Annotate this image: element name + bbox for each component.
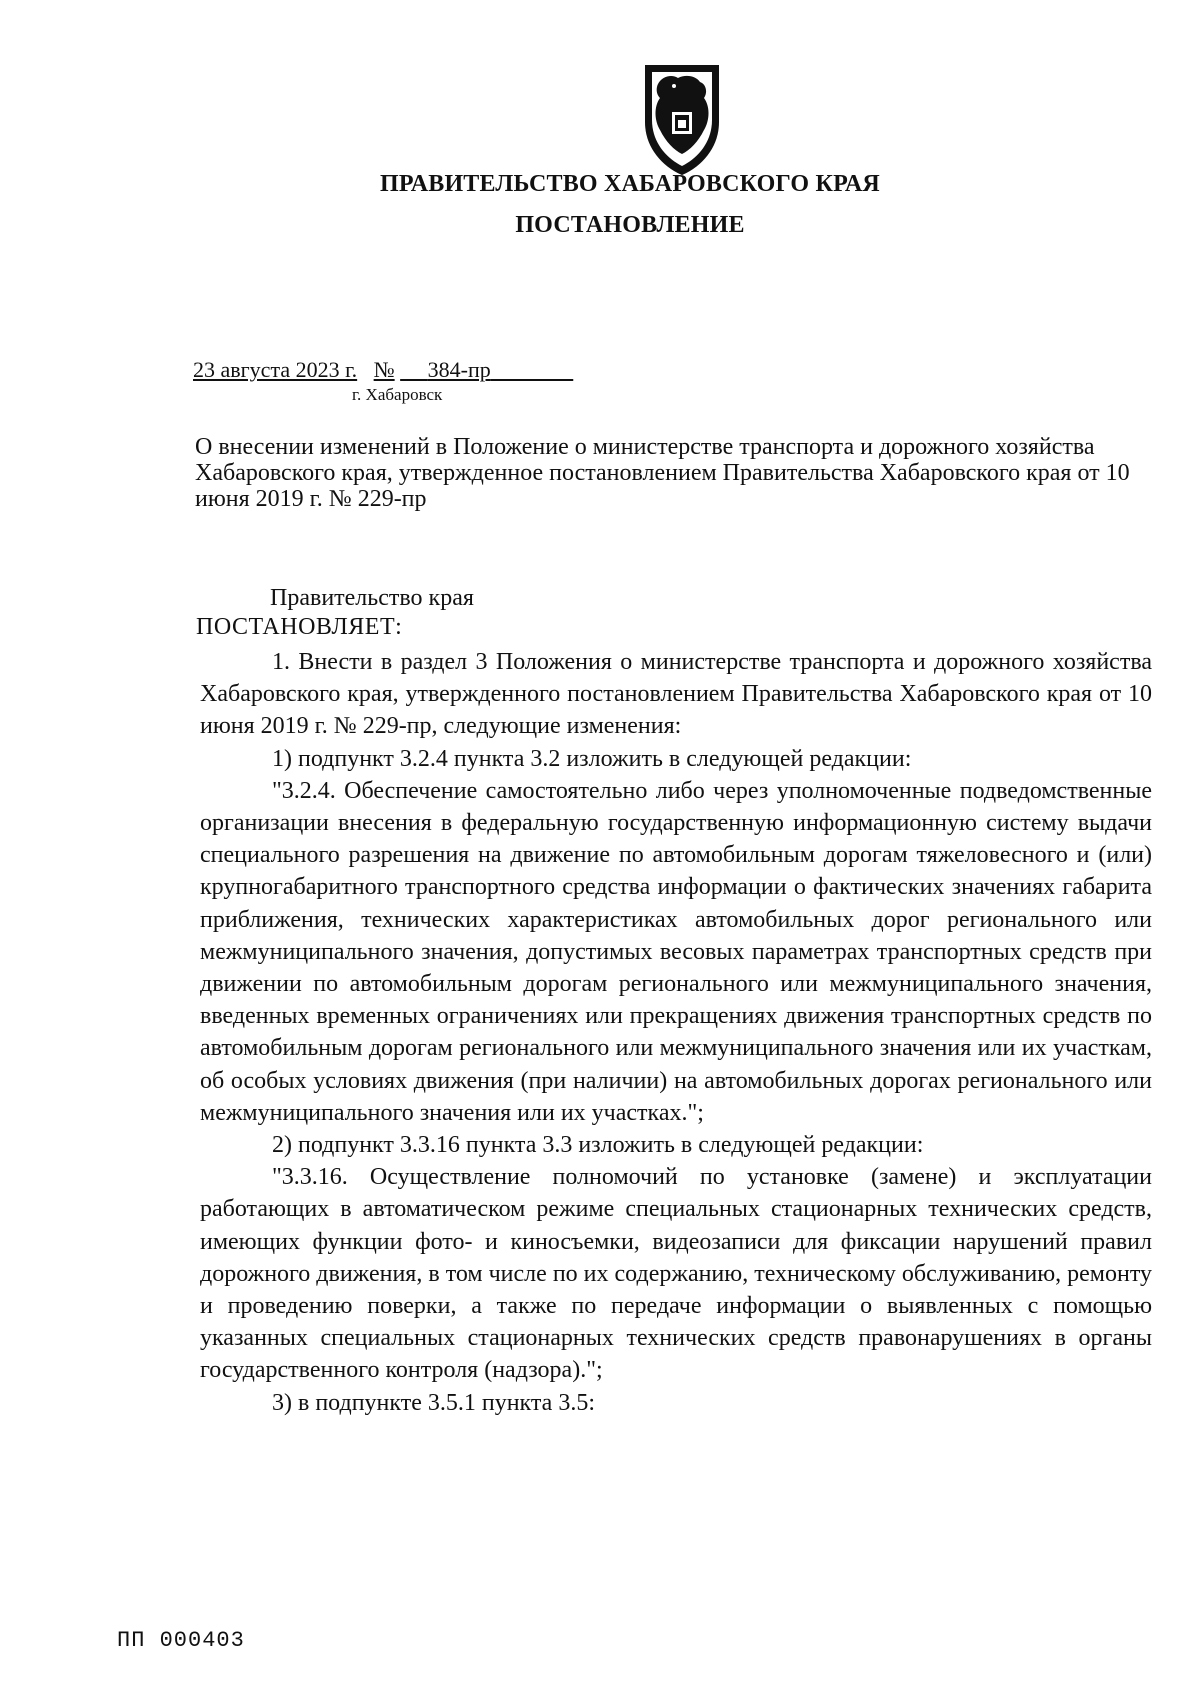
document-city: г. Хабаровск xyxy=(352,385,443,404)
date-number-line xyxy=(193,357,573,383)
document-title: О внесении изменений в Положение о министерстве транспорта и дорожного хозяйства Хабаровского края, утвержденное постановлением Правительства Хабаровского края от 10 июня 2019 г. № 229-пр xyxy=(195,434,1130,512)
document-date: 23 августа 2023 г. xyxy=(193,357,358,382)
paragraph-6: 3) в подпункте 3.5.1 пункта 3.5: xyxy=(272,1389,595,1416)
document-body xyxy=(200,646,1152,1419)
document-number: 384-пр xyxy=(427,357,491,382)
coat-of-arms-emblem xyxy=(636,62,728,176)
paragraph-4: 2) подпункт 3.3.16 пункта 3.3 изложить в следующей редакции: xyxy=(272,1132,924,1159)
number-label: № xyxy=(373,357,395,382)
preamble-decree: ПОСТАНОВЛЯЕТ: xyxy=(196,614,403,640)
preamble-government: Правительство края xyxy=(270,585,474,611)
paragraph-3: "3.2.4. Обеспечение самостоятельно либо через уполномоченные подведомственные организации внесения в федеральную государственную информационную систему выдачи специального разрешения на движение по автомобильным дорогам тяжеловесного и (или) крупногабаритного транспортного средства информации о фактических значениях габарита приближения, технических характеристиках автомобильных дорог регионального или межмуниципального значения, допустимых весовых параметрах транспортных средств при движении по автомобильным дорогам регионального или межмуниципального значения, введенных временных ограничениях или прекращениях движения транспортных средств по автомобильным дорогам регионального или межмуниципального значения или их участкам, об особых условиях движения (при наличии) на автомобильных дорогах регионального или межмуниципального значения или их участках."; xyxy=(200,777,1152,1126)
paragraph-1: 1. Внести в раздел 3 Положения о министерстве транспорта и дорожного хозяйства Хабаровского края, утвержденного постановлением Правительства Хабаровского края от 10 июня 2019 г. № 229-пр, следующие изменения: xyxy=(200,649,1152,740)
paragraph-5: "3.3.16. Осуществление полномочий по установке (замене) и эксплуатации работающих в автоматическом режиме специальных стационарных технических средств, имеющих функции фото- и киносъемки, видеозаписи для фиксации нарушений правил дорожного движения, в том числе по их содержанию, техническому обслуживанию, ремонту и проведению поверки, а также по передаче информации о выявленных с помощью указанных специальных стационарных технических средств правонарушениях в органы государственного контроля (надзора)."; xyxy=(200,1164,1152,1384)
organization-name: ПРАВИТЕЛЬСТВО ХАБАРОВСКОГО КРАЯ xyxy=(380,171,880,197)
paragraph-2: 1) подпункт 3.2.4 пункта 3.2 изложить в следующей редакции: xyxy=(272,745,912,772)
document-type: ПОСТАНОВЛЕНИЕ xyxy=(515,212,745,238)
form-code: ПП 000403 xyxy=(117,1628,245,1653)
